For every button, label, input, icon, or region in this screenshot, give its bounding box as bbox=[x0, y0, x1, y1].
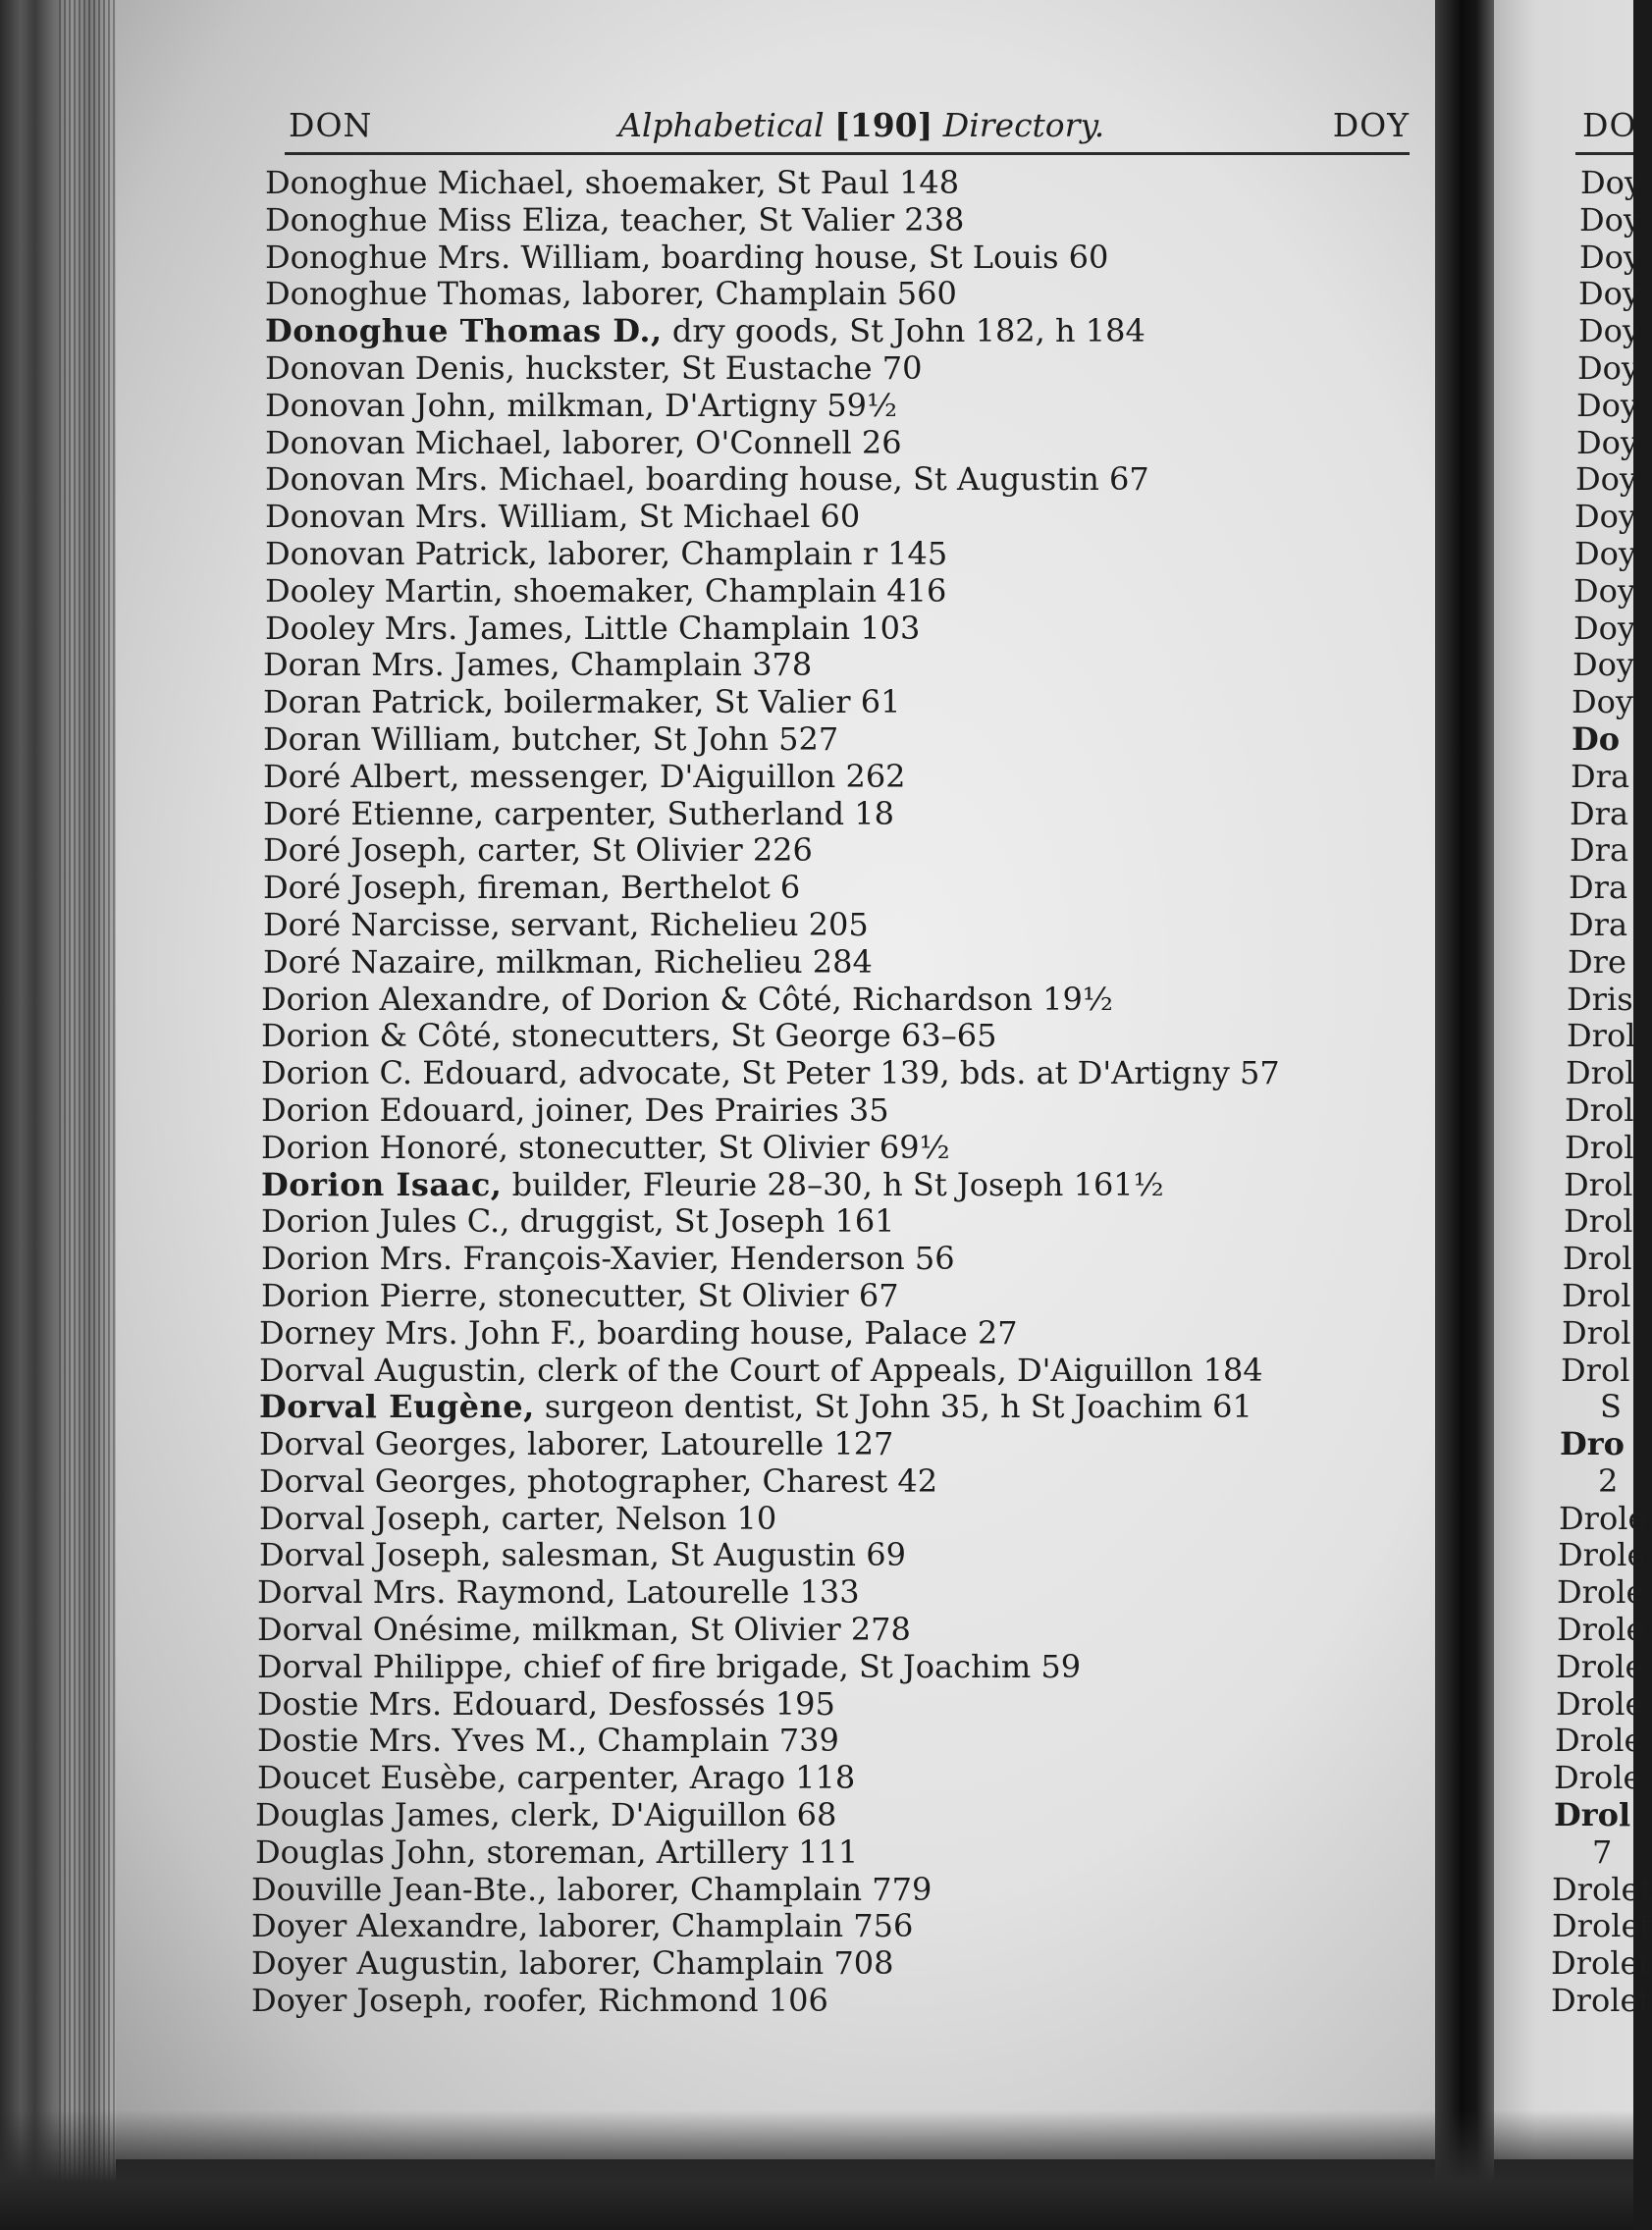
entry-details: shoemaker, Champlain 416 bbox=[503, 571, 947, 610]
entry-details: laborer, Champlain 779 bbox=[547, 1870, 933, 1908]
directory-entry bbox=[265, 388, 1423, 425]
entry-details: builder, Fleurie 28–30, h St Joseph 161½ bbox=[502, 1165, 1164, 1203]
entry-name: Dostie Mrs. Edouard, bbox=[257, 1684, 599, 1723]
entry-name: Dorion Isaac, bbox=[261, 1165, 503, 1203]
page-number: [190] bbox=[834, 106, 933, 144]
entry-name: Dorval Mrs. Raymond, bbox=[257, 1573, 616, 1612]
entry-name: Donovan Mrs. Michael, bbox=[265, 460, 636, 499]
entry-name: Dorion Honoré, bbox=[261, 1128, 508, 1166]
right-page-fragment: Drole bbox=[1557, 1573, 1645, 1612]
directory-entry bbox=[257, 1760, 1423, 1797]
entry-name: Donovan John, bbox=[265, 386, 498, 424]
right-page-fragment: Drole bbox=[1556, 1647, 1644, 1685]
directory-entry bbox=[263, 870, 1423, 907]
entry-name: Dooley Mrs. James, bbox=[265, 609, 574, 647]
entry-details: boarding house, St Augustin 67 bbox=[635, 460, 1149, 499]
entry-name: Doran William, bbox=[263, 719, 502, 758]
page-edges bbox=[59, 0, 116, 2230]
directory-entry bbox=[255, 1834, 1423, 1872]
directory-entry bbox=[261, 1203, 1423, 1241]
entry-details: of Dorion & Côté, Richardson 19½ bbox=[551, 980, 1113, 1018]
right-page-fragment: Doy bbox=[1578, 312, 1640, 350]
entry-details: butcher, St John 527 bbox=[501, 719, 839, 758]
entry-name: Donoghue Thomas D., bbox=[265, 312, 663, 350]
directory-entry bbox=[257, 1686, 1423, 1724]
right-page-fragment: Drol bbox=[1554, 1796, 1631, 1834]
entry-name: Donoghue Mrs. William, bbox=[265, 238, 652, 276]
directory-entry bbox=[261, 1167, 1423, 1204]
entry-details: Desfossés 195 bbox=[598, 1684, 835, 1723]
directory-entry bbox=[263, 907, 1423, 944]
directory-entry bbox=[265, 461, 1423, 499]
entry-name: Dorion Jules C., bbox=[261, 1202, 510, 1241]
directory-entry bbox=[263, 759, 1423, 796]
entry-details: carter, Nelson 10 bbox=[491, 1499, 777, 1537]
entry-name: Dorion Alexandre, bbox=[261, 980, 552, 1018]
entry-name: Doran Patrick, bbox=[263, 683, 495, 721]
right-page-fragment: Dra bbox=[1570, 794, 1629, 832]
entry-name: Doré Albert, bbox=[263, 757, 460, 795]
header-title-before: Alphabetical bbox=[618, 106, 825, 144]
entry-name: Dorion & Côté, bbox=[261, 1017, 502, 1055]
right-page-fragment: Dra bbox=[1570, 831, 1629, 870]
entry-details: fireman, Berthelot 6 bbox=[467, 869, 801, 907]
entry-name: Dorval Philippe, bbox=[257, 1647, 513, 1685]
right-page-fragment: Doy bbox=[1576, 423, 1638, 461]
directory-entry bbox=[263, 796, 1423, 833]
directory-entry bbox=[265, 165, 1423, 202]
right-page-fragment: Drol bbox=[1561, 1351, 1630, 1389]
directory-entry bbox=[265, 499, 1423, 536]
entry-details: salesman, St Augustin 69 bbox=[491, 1536, 906, 1574]
book-gutter bbox=[1435, 0, 1494, 2230]
right-page-fragment: Drole bbox=[1556, 1684, 1644, 1723]
entry-details: clerk of the Court of Appeals, D'Aiguillon 184 bbox=[526, 1351, 1263, 1389]
entry-details: clerk, D'Aiguillon 68 bbox=[500, 1796, 837, 1834]
right-page-fragment: Drole bbox=[1558, 1536, 1646, 1574]
directory-entry bbox=[261, 1055, 1423, 1092]
right-page-fragment: Doy bbox=[1574, 534, 1636, 572]
right-page-fragment: Drolet bbox=[1551, 1944, 1652, 1983]
entry-name: Doran Mrs. James, bbox=[263, 646, 560, 684]
entry-details: shoemaker, St Paul 148 bbox=[574, 164, 960, 201]
header-title bbox=[618, 106, 1104, 144]
right-page-fragment: 2 bbox=[1598, 1461, 1619, 1500]
entry-name: Donoghue Miss Eliza, bbox=[265, 200, 611, 239]
entry-name: Douville Jean-Bte., bbox=[251, 1870, 548, 1908]
directory-entry bbox=[265, 276, 1423, 313]
right-page-fragment: Drolet bbox=[1552, 1907, 1652, 1945]
right-page-fragment: Drole bbox=[1557, 1611, 1645, 1649]
entry-details: surgeon dentist, St John 35, h St Joachim 61 bbox=[534, 1388, 1252, 1426]
right-page-fragment: Drol bbox=[1565, 1128, 1634, 1166]
right-page-fragment: Drol bbox=[1562, 1313, 1631, 1352]
directory-entry bbox=[263, 721, 1423, 759]
right-page-fragment: S bbox=[1600, 1388, 1622, 1426]
entry-name: Dorion C. Edouard, bbox=[261, 1054, 568, 1092]
directory-entry bbox=[255, 1797, 1423, 1834]
directory-entry bbox=[259, 1353, 1423, 1390]
running-header bbox=[285, 102, 1410, 147]
entry-name: Donovan Michael, bbox=[265, 423, 553, 461]
entry-details: carter, St Olivier 226 bbox=[467, 831, 813, 870]
right-page-fragment: Drole bbox=[1559, 1499, 1647, 1537]
right-page-fragment: Drolet bbox=[1551, 1982, 1652, 2020]
right-page-fragment: Do bbox=[1572, 719, 1621, 758]
directory-entry bbox=[261, 1278, 1423, 1315]
right-page-fragment: Doy bbox=[1573, 571, 1635, 610]
right-page-fragment: Drol bbox=[1565, 1090, 1634, 1129]
directory-entry bbox=[265, 611, 1423, 648]
entry-details: laborer, Latourelle 127 bbox=[516, 1425, 894, 1463]
entry-details: roofer, Richmond 106 bbox=[473, 1982, 828, 2020]
entry-name: Dooley Martin, bbox=[265, 571, 504, 610]
entry-details: druggist, St Joseph 161 bbox=[509, 1202, 895, 1241]
entry-details: stonecutters, St George 63–65 bbox=[501, 1017, 997, 1055]
directory-entry bbox=[263, 944, 1423, 982]
directory-entry bbox=[259, 1463, 1423, 1501]
entry-details: Champlain 739 bbox=[587, 1722, 839, 1760]
directory-entry bbox=[265, 425, 1423, 462]
entry-details: dry goods, St John 182, h 184 bbox=[662, 312, 1146, 350]
directory-entry bbox=[265, 573, 1423, 611]
entry-name: Doré Narcisse, bbox=[263, 905, 501, 943]
directory-entry bbox=[265, 313, 1423, 350]
right-page-fragment: Dra bbox=[1569, 869, 1628, 907]
directory-entry bbox=[257, 1723, 1423, 1760]
entry-details: laborer, Champlain 560 bbox=[571, 275, 957, 313]
entry-name: Doyer Alexandre, bbox=[251, 1907, 529, 1945]
entry-name: Donovan Patrick, bbox=[265, 534, 538, 572]
header-right-guide-word: DOY bbox=[1332, 106, 1410, 144]
entry-name: Donoghue Thomas, bbox=[265, 275, 572, 313]
entry-name: Doré Joseph, bbox=[263, 869, 468, 907]
entry-details: laborer, O'Connell 26 bbox=[552, 423, 902, 461]
right-page-fragment: Drol bbox=[1567, 1017, 1636, 1055]
right-page-fragment: Doy bbox=[1573, 609, 1635, 647]
entry-details: laborer, Champlain r 145 bbox=[537, 534, 948, 572]
directory-entries bbox=[251, 164, 1423, 2020]
entry-details: photographer, Charest 42 bbox=[516, 1461, 938, 1500]
entry-name: Dorval Georges, bbox=[259, 1461, 517, 1500]
entry-details: St Michael 60 bbox=[628, 498, 861, 536]
right-page-fragment: Drole bbox=[1554, 1759, 1642, 1797]
directory-entry bbox=[263, 832, 1423, 870]
entry-name: Doyer Joseph, bbox=[251, 1982, 474, 2020]
entry-details: Little Champlain 103 bbox=[573, 609, 921, 647]
directory-entry bbox=[261, 1018, 1423, 1055]
entry-details: Champlain 378 bbox=[560, 646, 813, 684]
entry-details: boarding house, St Louis 60 bbox=[651, 238, 1109, 276]
directory-entry bbox=[261, 1092, 1423, 1130]
right-page-header: DO bbox=[1582, 106, 1637, 144]
entry-name: Dorval Georges, bbox=[259, 1425, 517, 1463]
directory-entry bbox=[259, 1426, 1423, 1463]
right-page-fragment: Doy bbox=[1577, 348, 1639, 387]
entry-details: stonecutter, St Olivier 69½ bbox=[507, 1128, 950, 1166]
entry-name: Dorval Joseph, bbox=[259, 1536, 492, 1574]
entry-name: Dorval Onésime, bbox=[257, 1611, 522, 1649]
entry-details: stonecutter, St Olivier 67 bbox=[487, 1276, 899, 1314]
header-left-guide-word: DON bbox=[289, 106, 373, 144]
entry-name: Doré Joseph, bbox=[263, 831, 468, 870]
directory-entry bbox=[259, 1501, 1423, 1538]
entry-details: milkman, D'Artigny 59½ bbox=[497, 386, 897, 424]
directory-entry bbox=[265, 239, 1423, 277]
entry-name: Donovan Denis, bbox=[265, 348, 515, 387]
right-page-fragment: Drol bbox=[1562, 1276, 1631, 1314]
directory-entry bbox=[251, 1983, 1423, 2020]
right-page-fragment: Drol bbox=[1566, 1054, 1635, 1092]
directory-entry bbox=[261, 1241, 1423, 1278]
right-page-fragment: 7 bbox=[1592, 1832, 1613, 1871]
entry-details: laborer, Champlain 756 bbox=[528, 1907, 914, 1945]
entry-details: laborer, Champlain 708 bbox=[508, 1944, 894, 1983]
entry-details: Henderson 56 bbox=[719, 1240, 955, 1278]
entry-name: Dostie Mrs. Yves M., bbox=[257, 1722, 588, 1760]
bottom-shadow bbox=[0, 2110, 1633, 2230]
right-page-fragment: Drole bbox=[1555, 1722, 1643, 1760]
right-page-fragment: Dra bbox=[1571, 757, 1630, 795]
right-page-fragment: Drolet bbox=[1552, 1870, 1652, 1908]
right-page-fragment: Drol bbox=[1563, 1240, 1632, 1278]
right-page-fragment: Doy bbox=[1580, 164, 1642, 201]
directory-entry bbox=[251, 1872, 1423, 1909]
directory-entry bbox=[259, 1315, 1423, 1353]
directory-entry bbox=[257, 1612, 1423, 1649]
entry-details: milkman, St Olivier 278 bbox=[521, 1611, 911, 1649]
directory-entry bbox=[265, 350, 1423, 388]
entry-name: Doré Nazaire, bbox=[263, 942, 486, 981]
entry-name: Donovan Mrs. William, bbox=[265, 498, 629, 536]
directory-entry bbox=[251, 1908, 1423, 1945]
right-page-rule bbox=[1575, 152, 1633, 155]
entry-name: Donoghue Michael, bbox=[265, 164, 575, 201]
directory-entry bbox=[257, 1574, 1423, 1612]
entry-details: huckster, St Eustache 70 bbox=[514, 348, 923, 387]
directory-entry bbox=[265, 202, 1423, 239]
entry-details: boarding house, Palace 27 bbox=[586, 1313, 1018, 1352]
entry-details: milkman, Richelieu 284 bbox=[485, 942, 873, 981]
right-page-fragment: Doy bbox=[1579, 200, 1641, 239]
directory-entry bbox=[263, 684, 1423, 721]
right-page-fragment: Doy bbox=[1576, 386, 1638, 424]
entry-name: Dorval Eugène, bbox=[259, 1388, 535, 1426]
right-page-fragment: Doy bbox=[1572, 646, 1634, 684]
entry-details: chief of fire brigade, St Joachim 59 bbox=[512, 1647, 1082, 1685]
directory-entry bbox=[261, 1130, 1423, 1167]
right-page-fragment: Dre bbox=[1568, 942, 1626, 981]
directory-entry bbox=[261, 982, 1423, 1019]
header-rule bbox=[285, 152, 1410, 155]
right-page-fragment: Doy bbox=[1578, 275, 1640, 313]
directory-entry bbox=[251, 1945, 1423, 1983]
entry-details: carpenter, Arago 118 bbox=[506, 1759, 856, 1797]
right-page-fragment: Dra bbox=[1569, 905, 1628, 943]
right-page-entries bbox=[1545, 164, 1652, 2020]
right-page-fragment: Dris bbox=[1567, 980, 1633, 1018]
directory-entry bbox=[265, 536, 1423, 573]
entry-details: carpenter, Sutherland 18 bbox=[484, 794, 894, 832]
entry-details: boilermaker, St Valier 61 bbox=[494, 683, 901, 721]
right-page-fragment: Drol bbox=[1564, 1202, 1633, 1241]
entry-name: Dorney Mrs. John F., bbox=[259, 1313, 587, 1352]
directory-entry bbox=[257, 1649, 1423, 1686]
directory-entry bbox=[259, 1389, 1423, 1426]
entry-details: messenger, D'Aiguillon 262 bbox=[459, 757, 906, 795]
entry-details: servant, Richelieu 205 bbox=[500, 905, 869, 943]
header-title-after: Directory. bbox=[942, 106, 1105, 144]
entry-name: Dorion Mrs. François-Xavier, bbox=[261, 1240, 720, 1278]
right-page-fragment: Drol bbox=[1564, 1165, 1633, 1203]
entry-details: Latourelle 133 bbox=[615, 1573, 860, 1612]
entry-details: teacher, St Valier 238 bbox=[610, 200, 965, 239]
entry-name: Dorion Pierre, bbox=[261, 1276, 488, 1314]
entry-details: advocate, St Peter 139, bds. at D'Artigny 57 bbox=[567, 1054, 1280, 1092]
right-page-fragment: Doy bbox=[1574, 498, 1636, 536]
right-page-fragment: Doy bbox=[1575, 460, 1637, 499]
entry-details: storeman, Artillery 111 bbox=[476, 1832, 859, 1871]
entry-name: Dorval Augustin, bbox=[259, 1351, 527, 1389]
directory-entry bbox=[259, 1537, 1423, 1574]
entry-details: joiner, Des Prairies 35 bbox=[525, 1090, 889, 1129]
right-page-fragment: Doy bbox=[1579, 238, 1641, 276]
entry-name: Dorion Edouard, bbox=[261, 1090, 526, 1129]
entry-name: Douglas John, bbox=[255, 1832, 477, 1871]
entry-name: Doré Etienne, bbox=[263, 794, 485, 832]
entry-name: Doucet Eusèbe, bbox=[257, 1759, 507, 1797]
entry-name: Douglas James, bbox=[255, 1796, 501, 1834]
entry-name: Doyer Augustin, bbox=[251, 1944, 509, 1983]
entry-name: Dorval Joseph, bbox=[259, 1499, 492, 1537]
directory-entry bbox=[263, 647, 1423, 684]
right-page-fragment: Doy bbox=[1572, 683, 1633, 721]
right-page-fragment: Dro bbox=[1560, 1425, 1625, 1463]
